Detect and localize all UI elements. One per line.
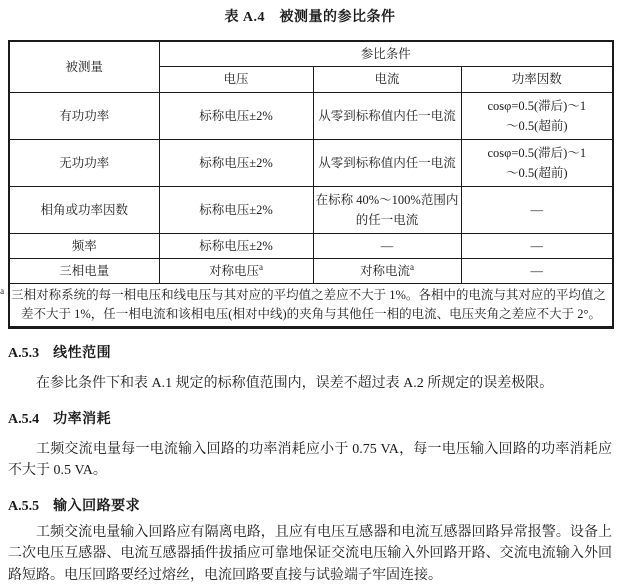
section-paragraph-a55: 工频交流电量输入回路应有隔离电路，且应有电压互感器和电流互感器回路异常报警。设备上二次电压互感器、电流互感器插件拔插应可靠地保证交流电压输入外回路开路、交流电流输入外回路短路。电压回路要经过熔丝，电流回路要直接与试验端子牢固连接。 — [8, 522, 612, 586]
header-voltage: 电压 — [159, 67, 313, 93]
footnote-marker: a — [410, 261, 414, 271]
section-number: A.5.3 — [8, 346, 39, 361]
cell-power-factor — [461, 93, 613, 140]
table-row-active-power — [9, 93, 613, 140]
power-factor-line-2: ～0.5(超前) — [464, 163, 611, 183]
section-heading-a53 — [8, 345, 612, 363]
cell-voltage: 标称电压±2% — [159, 187, 313, 234]
cell-current: 从零到标称值内任一电流 — [313, 93, 461, 140]
table-row-phase-angle — [9, 187, 613, 234]
table-row-frequency — [9, 234, 613, 259]
document-page — [0, 8, 620, 579]
header-current: 电流 — [313, 67, 461, 93]
section-heading-a55 — [8, 498, 612, 516]
current-line-2: 的任一电流 — [316, 210, 459, 230]
section-paragraph-a54: 工频交流电量每一电流输入回路的功率消耗应小于 0.75 VA，每一电压输入回路的功率消耗应不大于 0.5 VA。 — [8, 439, 612, 482]
cell-voltage: 标称电压±2% — [159, 93, 313, 140]
cell-measured: 相角或功率因数 — [9, 187, 159, 234]
symmetric-voltage-label: 对称电压 — [209, 264, 259, 278]
power-factor-line-2: ～0.5(超前) — [464, 116, 611, 136]
cell-voltage: 标称电压±2% — [159, 234, 313, 259]
power-factor-line-1: cosφ=0.5(滞后)～1 — [464, 96, 611, 116]
current-line-1: 在标称 40%～100%范围内 — [316, 190, 459, 210]
cell-current — [313, 259, 461, 284]
cell-voltage — [159, 259, 313, 284]
cell-power-factor-dash: — — [461, 259, 613, 284]
section-title: 功率消耗 — [53, 412, 111, 427]
section-heading-a54 — [8, 411, 612, 429]
header-power-factor: 功率因数 — [461, 67, 613, 93]
cell-current: 从零到标称值内任一电流 — [313, 140, 461, 187]
header-reference-conditions: 参比条件 — [159, 41, 613, 67]
table-caption: 表 A.4 被测量的参比条件 — [0, 8, 620, 28]
cell-voltage: 标称电压±2% — [159, 140, 313, 187]
footnote-marker: a — [0, 286, 4, 296]
table-footnote-row — [9, 284, 613, 328]
header-measured-quantity: 被测量 — [9, 41, 159, 93]
table-footnote — [9, 284, 613, 328]
cell-measured: 无功功率 — [9, 140, 159, 187]
cell-power-factor — [461, 140, 613, 187]
table-row-three-phase — [9, 259, 613, 284]
cell-measured: 有功功率 — [9, 93, 159, 140]
section-title: 输入回路要求 — [53, 499, 140, 514]
power-factor-line-1: cosφ=0.5(滞后)～1 — [464, 143, 611, 163]
symmetric-current-label: 对称电流 — [360, 264, 410, 278]
cell-current-dash: — — [313, 234, 461, 259]
section-number: A.5.4 — [8, 412, 39, 427]
section-title: 线性范围 — [53, 346, 111, 361]
table-row-reactive-power — [9, 140, 613, 187]
table-header-row-1 — [9, 41, 613, 67]
cell-power-factor-dash: — — [461, 187, 613, 234]
footnote-text: 三相对称系统的每一相电压和线电压与其对应的平均值之差应不大于 1%。各相中的电流与其对应的平均值之差不大于 1%，任一相电流和该相电压(相对中线)的夹角与其他任一相的电流、电压夹角之差应不大于 2°。 — [11, 288, 606, 321]
reference-conditions-table — [8, 40, 614, 329]
cell-measured: 三相电量 — [9, 259, 159, 284]
cell-current — [313, 187, 461, 234]
section-paragraph-a53: 在参比条件下和表 A.1 规定的标称值范围内，误差不超过表 A.2 所规定的误差极限。 — [8, 373, 612, 395]
cell-power-factor-dash: — — [461, 234, 613, 259]
cell-measured: 频率 — [9, 234, 159, 259]
footnote-marker: a — [259, 261, 263, 271]
section-number: A.5.5 — [8, 499, 39, 514]
